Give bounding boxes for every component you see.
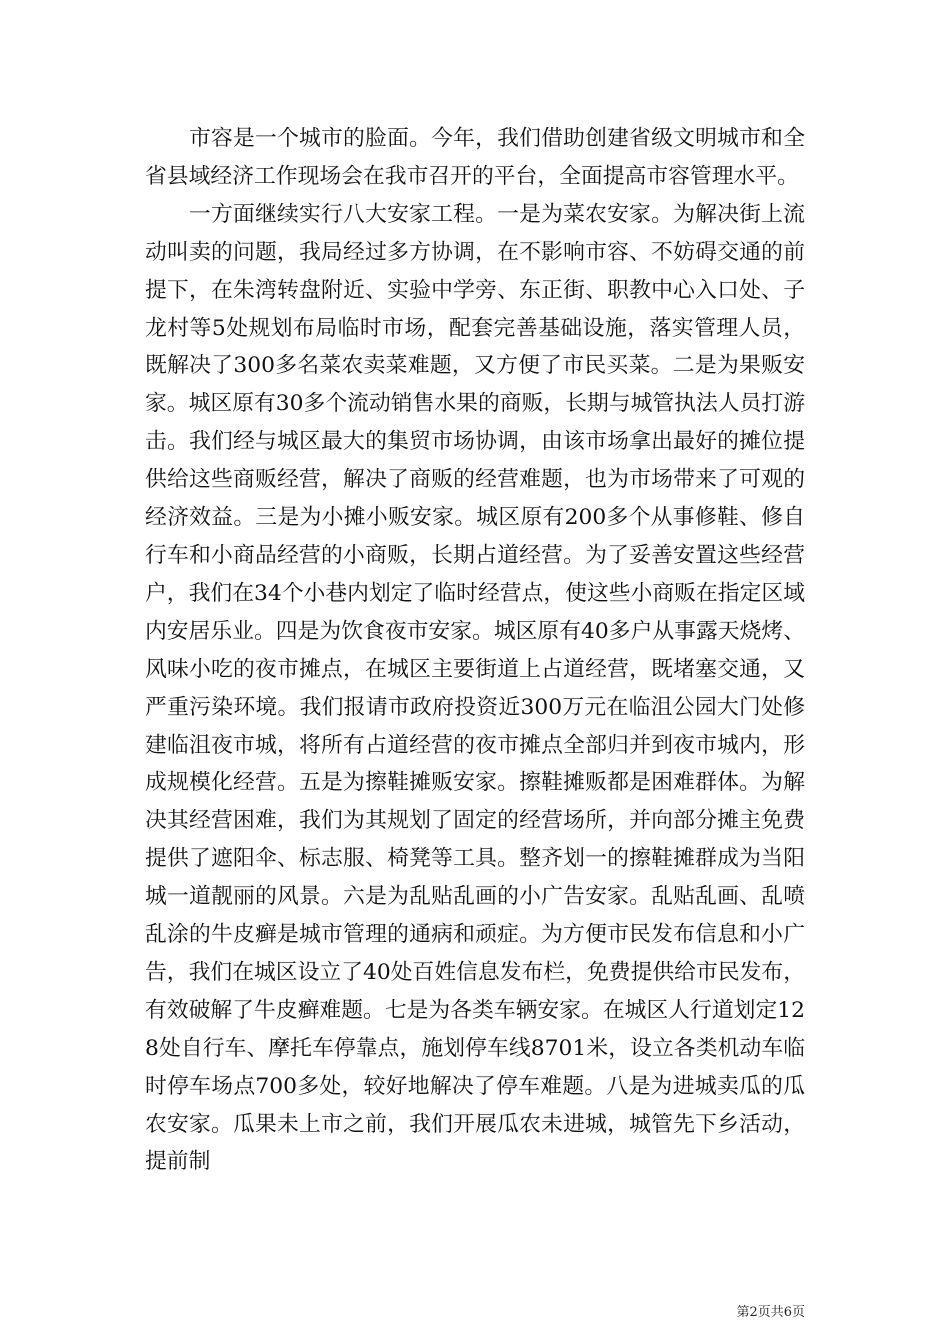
page-number: 第2页共6页 — [736, 1305, 805, 1320]
paragraph-eight-projects: 一方面继续实行八大安家工程。一是为菜农安家。为解决街上流动叫卖的问题，我局经过多方协调，在不影响市容、不妨碍交通的前提下，在朱湾转盘附近、实验中学旁、东正街、职教中心入口处、子龙村等5处规划布局临时市场，配套完善基础设施，落实管理人员，既解决了300多名菜农卖菜难题，又方便了市民买菜。二是为果贩安家。城区原有30多个流动销售水果的商贩，长期与城管执法人员打游击。我们经与城区最大的集贸市场协调，由该市场拿出最好的摊位提供给这些商贩经营，解决了商贩的经营难题，也为市场带来了可观的经济效益。三是为小摊小贩安家。城区原有200多个从事修鞋、修自行车和小商品经营的小商贩，长期占道经营。为了妥善安置这些经营户，我们在34个小巷内划定了临时经营点，使这些小商贩在指定区域内安居乐业。四是为饮食夜市安家。城区原有40多户从事露天烧烤、风味小吃的夜市摊点，在城区主要街道上占道经营，既堵塞交通，又严重污染环境。我们报请市政府投资近300万元在临沮公园大门处修建临沮夜市城，将所有占道经营的夜市摊点全部归并到夜市城内，形成规模化经营。五是为擦鞋摊贩安家。擦鞋摊贩都是困难群体。为解决其经营困难，我们为其规划了固定的经营场所，并向部分摊主免费提供了遮阳伞、标志服、椅凳等工具。整齐划一的擦鞋摊群成为当阳城一道靓丽的风景。六是为乱贴乱画的小广告安家。乱贴乱画、乱喷乱涂的牛皮癣是城市管理的通病和顽症。为方便市民发布信息和小广告，我们在城区设立了40处百姓信息发布栏，免费提供给市民发布，有效破解了牛皮癣难题。七是为各类车辆安家。在城区人行道划定128处自行车、摩托车停靠点，施划停车线8701米，设立各类机动车临时停车场点700多处，较好地解决了停车难题。八是为进城卖瓜的瓜农安家。瓜果未上市之前，我们开展瓜农未进城，城管先下乡活动，提前制 — [145, 201, 805, 1175]
paragraph-intro: 市容是一个城市的脸面。今年，我们借助创建省级文明城市和全省县域经济工作现场会在我市召开的平台，全面提高市容管理水平。 — [145, 126, 805, 189]
document-body — [145, 120, 805, 1181]
